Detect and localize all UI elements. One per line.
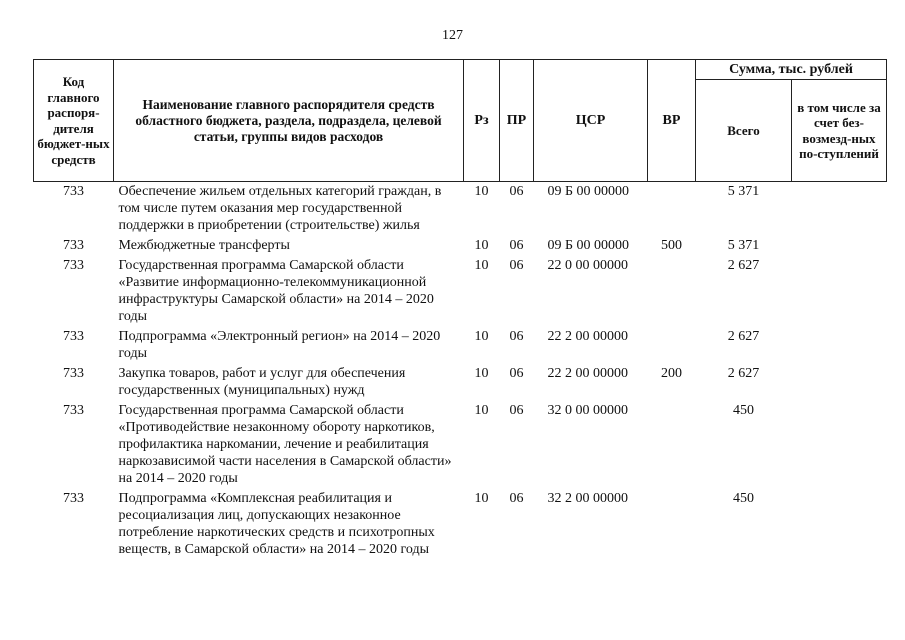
cell-total: 450: [733, 403, 754, 418]
header-code: Код главного распоря-дителя бюджет-ных средств: [34, 60, 114, 182]
cell-code: 733: [63, 366, 84, 381]
table-row: [34, 402, 887, 490]
cell-total: 5 371: [727, 238, 760, 253]
table-body: [34, 182, 887, 562]
cell-total: 2 627: [727, 258, 760, 273]
cell-code: 733: [63, 238, 84, 253]
cell-pr: 06: [509, 258, 524, 273]
cell-csr: 32 2 00 00000: [547, 491, 628, 506]
cell-total: 2 627: [727, 366, 760, 381]
cell-rz: 10: [474, 258, 489, 273]
cell-vr: [648, 490, 696, 561]
cell-gratuitous: [792, 402, 887, 490]
cell-code: 733: [63, 184, 84, 199]
header-total: Всего: [696, 80, 792, 182]
table-row: [34, 365, 887, 402]
cell-vr: 500: [661, 238, 682, 253]
cell-code: 733: [63, 329, 84, 344]
cell-code: 733: [63, 403, 84, 418]
cell-gratuitous: [792, 490, 887, 561]
cell-csr: 22 2 00 00000: [547, 329, 628, 344]
page-number: 127: [442, 28, 463, 43]
cell-csr: 09 Б 00 00000: [547, 238, 630, 253]
cell-csr: 22 0 00 00000: [547, 258, 628, 273]
header-name: Наименование главного распорядителя средств областного бюджета, раздела, подраздела, целевой статьи, группы видов расходов: [114, 60, 464, 182]
cell-rz: 10: [474, 366, 489, 381]
table-row: [34, 182, 887, 238]
cell-name: Государственная программа Самарской области «Развитие информационно-телекоммуникационной инфраструктуры Самарской области» на 2014 – 2020 годы: [118, 258, 434, 324]
cell-total: 2 627: [727, 329, 760, 344]
cell-gratuitous: [792, 237, 887, 257]
cell-rz: 10: [474, 491, 489, 506]
cell-vr: [648, 328, 696, 365]
cell-rz: 10: [474, 403, 489, 418]
cell-name: Закупка товаров, работ и услуг для обеспечения государственных (муниципальных) нужд: [118, 366, 406, 398]
cell-csr: 22 2 00 00000: [547, 366, 628, 381]
cell-name: Обеспечение жильем отдельных категорий граждан, в том числе путем оказания мер государственной поддержки в приобретении (строительстве) жилья: [118, 184, 442, 233]
cell-vr: [648, 182, 696, 238]
cell-gratuitous: [792, 365, 887, 402]
cell-code: 733: [63, 491, 84, 506]
cell-csr: 09 Б 00 00000: [547, 184, 630, 199]
budget-table: [33, 59, 887, 561]
cell-name: Подпрограмма «Электронный регион» на 2014 – 2020 годы: [118, 329, 441, 361]
cell-name: Государственная программа Самарской области «Противодействие незаконному обороту наркотиков, профилактика наркомании, лечение и реабилитация наркозависимой части населения в Самарской области» на 2014 – 2020 годы: [118, 403, 452, 486]
cell-name: Подпрограмма «Комплексная реабилитация и ресоциализация лиц, допускающих незаконное потребление наркотических средств и психотропных веществ, в Самарской области» на 2014 – 2020 годы: [118, 491, 435, 557]
cell-vr: [648, 402, 696, 490]
cell-gratuitous: [792, 182, 887, 238]
table-row: [34, 237, 887, 257]
cell-vr: 200: [661, 366, 682, 381]
cell-total: 450: [733, 491, 754, 506]
cell-rz: 10: [474, 184, 489, 199]
header-sum: Сумма, тыс. рублей: [696, 60, 887, 80]
table-header: [34, 60, 887, 182]
cell-pr: 06: [509, 238, 524, 253]
cell-total: 5 371: [727, 184, 760, 199]
table-row: [34, 490, 887, 561]
header-vr: ВР: [648, 60, 696, 182]
cell-gratuitous: [792, 328, 887, 365]
header-pr: ПР: [500, 60, 534, 182]
header-csr: ЦСР: [534, 60, 648, 182]
cell-rz: 10: [474, 329, 489, 344]
table-row: [34, 257, 887, 328]
cell-csr: 32 0 00 00000: [547, 403, 628, 418]
header-rz: Рз: [464, 60, 500, 182]
header-gratuitous: в том числе за счет без-возмезд-ных по-ступлений: [792, 80, 887, 182]
cell-rz: 10: [474, 238, 489, 253]
cell-gratuitous: [792, 257, 887, 328]
cell-name: Межбюджетные трансферты: [118, 238, 290, 253]
cell-pr: 06: [509, 184, 524, 199]
cell-pr: 06: [509, 329, 524, 344]
cell-pr: 06: [509, 491, 524, 506]
cell-pr: 06: [509, 366, 524, 381]
cell-pr: 06: [509, 403, 524, 418]
cell-code: 733: [63, 258, 84, 273]
table-row: [34, 328, 887, 365]
cell-vr: [648, 257, 696, 328]
